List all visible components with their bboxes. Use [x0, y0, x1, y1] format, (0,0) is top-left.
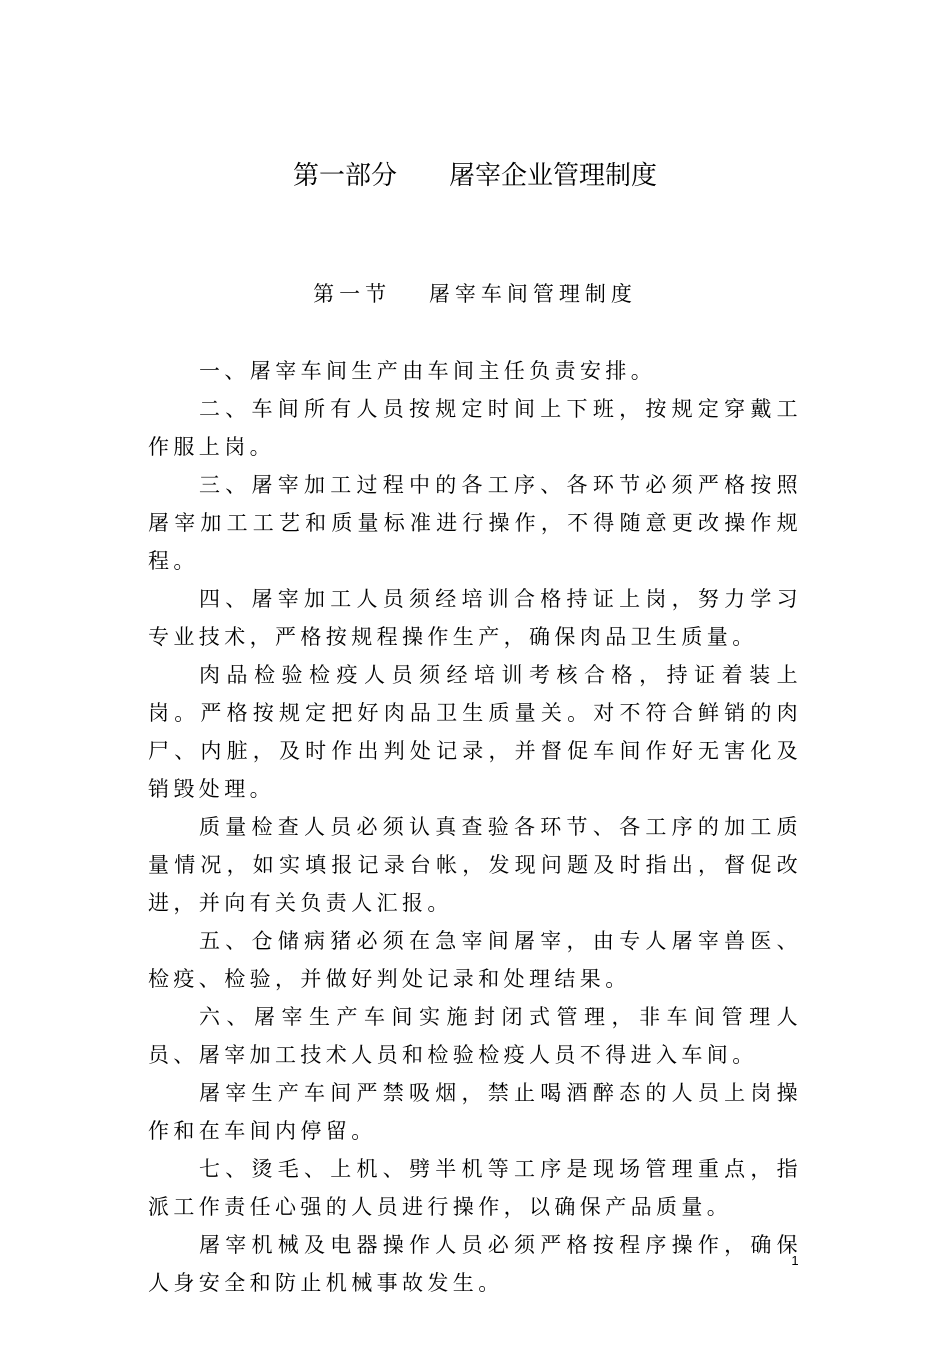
paragraph-6: 质量检查人员必须认真查验各环节、各工序的加工质量情况，如实填报记录台帐，发现问题及时指出，督促改进，并向有关负责人汇报。: [148, 815, 802, 915]
paragraph-2: 二、车间所有人员按规定时间上下班，按规定穿戴工作服上岗。: [148, 397, 802, 459]
paragraph-4: 四、屠宰加工人员须经培训合格持证上岗，努力学习专业技术，严格按规程操作生产，确保肉品卫生质量。: [148, 587, 802, 649]
part-title: 第一部分 屠宰企业管理制度: [292, 161, 657, 191]
paragraph-1: 一、屠宰车间生产由车间主任负责安排。: [199, 359, 657, 383]
paragraph-3: 三、屠宰加工过程中的各工序、各环节必须严格按照屠宰加工工艺和质量标准进行操作，不得随意更改操作规程。: [148, 473, 802, 573]
paragraph-5: 肉品检验检疫人员须经培训考核合格，持证着装上岗。严格按规定把好肉品卫生质量关。对不符合鲜销的肉尸、内脏，及时作出判处记录，并督促车间作好无害化及销毁处理。: [148, 663, 802, 801]
body-text: [148, 352, 802, 1302]
paragraph-7: 五、仓储病猪必须在急宰间屠宰，由专人屠宰兽医、检疫、检验，并做好判处记录和处理结果。: [148, 929, 802, 991]
section-title: 第一节 屠宰车间管理制度: [313, 282, 637, 306]
paragraph-11: 屠宰机械及电器操作人员必须严格按程序操作，确保人身安全和防止机械事故发生。: [148, 1233, 802, 1295]
paragraph-8: 六、屠宰生产车间实施封闭式管理，非车间管理人员、屠宰加工技术人员和检验检疫人员不得进入车间。: [148, 1005, 802, 1067]
page-number: 1: [791, 1253, 799, 1268]
paragraph-9: 屠宰生产车间严禁吸烟，禁止喝酒醉态的人员上岗操作和在车间内停留。: [148, 1081, 802, 1143]
paragraph-10: 七、烫毛、上机、劈半机等工序是现场管理重点，指派工作责任心强的人员进行操作，以确保产品质量。: [148, 1157, 802, 1219]
